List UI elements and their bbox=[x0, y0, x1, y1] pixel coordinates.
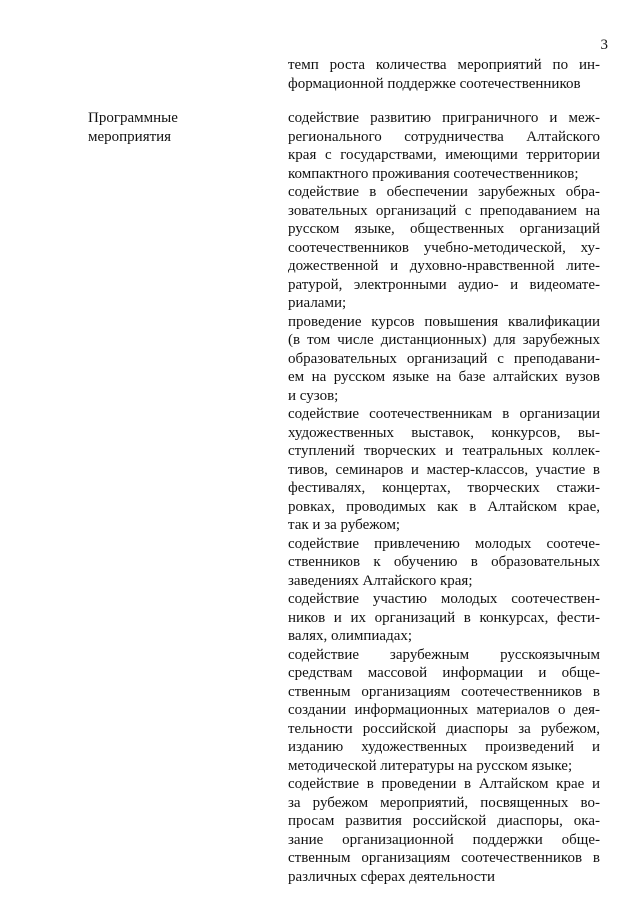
text-line: просам развития российской диаспоры, ока- bbox=[288, 813, 600, 829]
text-line: создании информационных материалов о дея- bbox=[288, 702, 600, 718]
text-line: содействие в обеспечении зарубежных обра- bbox=[288, 184, 600, 200]
text-line: формационной поддержке соотечественников bbox=[288, 75, 581, 92]
activity-item bbox=[288, 775, 600, 886]
program-activities-list bbox=[288, 109, 600, 886]
text-line: тивов, семинаров и мастер-классов, участие в bbox=[288, 461, 600, 478]
text-line: зание организационной поддержки обще- bbox=[288, 831, 600, 848]
text-line: регионального сотрудничества Алтайского bbox=[288, 128, 600, 145]
text-line: дожественной и духовно-нравственной лите- bbox=[288, 258, 600, 274]
text-line: ратурой, электронными аудио- и видеомате- bbox=[288, 276, 600, 293]
text-line: содействие развитию приграничного и меж- bbox=[288, 110, 600, 126]
activity-item bbox=[288, 535, 600, 591]
text-line: зовательных организаций с преподаванием на bbox=[288, 202, 600, 219]
text-line: содействие соотечественникам в организации bbox=[288, 406, 600, 422]
section-label bbox=[88, 109, 238, 146]
text-line: содействие зарубежным русскоязычным bbox=[288, 646, 600, 663]
text-line: и сузов; bbox=[288, 387, 339, 404]
text-line: ступлений творческих и театральных коллек- bbox=[288, 443, 600, 459]
text-line: содействие привлечению молодых соотече- bbox=[288, 535, 600, 552]
text-line: русском языке, общественных организаций bbox=[288, 221, 600, 237]
text-line: изданию художественных произведений и bbox=[288, 739, 600, 755]
text-line: фестивалях, концертах, творческих стажи- bbox=[288, 480, 600, 496]
text-line: ников и их организаций в конкурсах, фести- bbox=[288, 609, 600, 626]
text-line: средствам массовой информации и обще- bbox=[288, 665, 600, 681]
text-line: заведениях Алтайского края; bbox=[288, 572, 473, 589]
text-line: ровках, проводимых как в Алтайском крае, bbox=[288, 498, 600, 515]
intro-paragraph bbox=[288, 56, 600, 93]
text-line: (в том числе дистанционных) для зарубежных bbox=[288, 332, 600, 348]
section-label-line: Программные bbox=[88, 110, 178, 126]
text-line: методической литературы на русском языке; bbox=[288, 757, 573, 774]
activity-item bbox=[288, 646, 600, 776]
page-number: 3 bbox=[600, 37, 608, 53]
text-line: тельности российской диаспоры за рубежом, bbox=[288, 720, 600, 737]
activity-item bbox=[288, 590, 600, 646]
text-line: различных сферах деятельности bbox=[288, 868, 495, 885]
text-line: ственным организациям соотечественников в bbox=[288, 683, 600, 700]
activity-item bbox=[288, 405, 600, 535]
text-line: художественных выставок, конкурсов, вы- bbox=[288, 424, 600, 441]
text-line: содействие участию молодых соотечествен- bbox=[288, 591, 600, 607]
text-line: ем на русском языке на базе алтайских вузов bbox=[288, 369, 600, 385]
text-line: валях, олимпиадах; bbox=[288, 628, 413, 644]
text-line: за рубежом мероприятий, посвященных во- bbox=[288, 794, 600, 811]
text-line: края с государствами, имеющими территории bbox=[288, 147, 600, 163]
activity-item bbox=[288, 109, 600, 183]
text-line: риалами; bbox=[288, 295, 347, 311]
activity-item bbox=[288, 183, 600, 313]
text-line: ственников к обучению в образовательных bbox=[288, 554, 600, 570]
text-line: компактного проживания соотечественников; bbox=[288, 165, 579, 182]
text-line: темп роста количества мероприятий по ин- bbox=[288, 57, 600, 73]
text-line: так и за рубежом; bbox=[288, 517, 401, 533]
text-line: ственным организациям соотечественников в bbox=[288, 850, 600, 866]
text-line: соотечественников учебно-методической, ху- bbox=[288, 239, 600, 256]
text-line: образовательных организаций с преподавани- bbox=[288, 350, 600, 367]
activity-item bbox=[288, 313, 600, 406]
text-line: содействие в проведении в Алтайском крае и bbox=[288, 776, 600, 792]
text-line: проведение курсов повышения квалификации bbox=[288, 313, 600, 330]
section-label-line: мероприятия bbox=[88, 128, 172, 145]
